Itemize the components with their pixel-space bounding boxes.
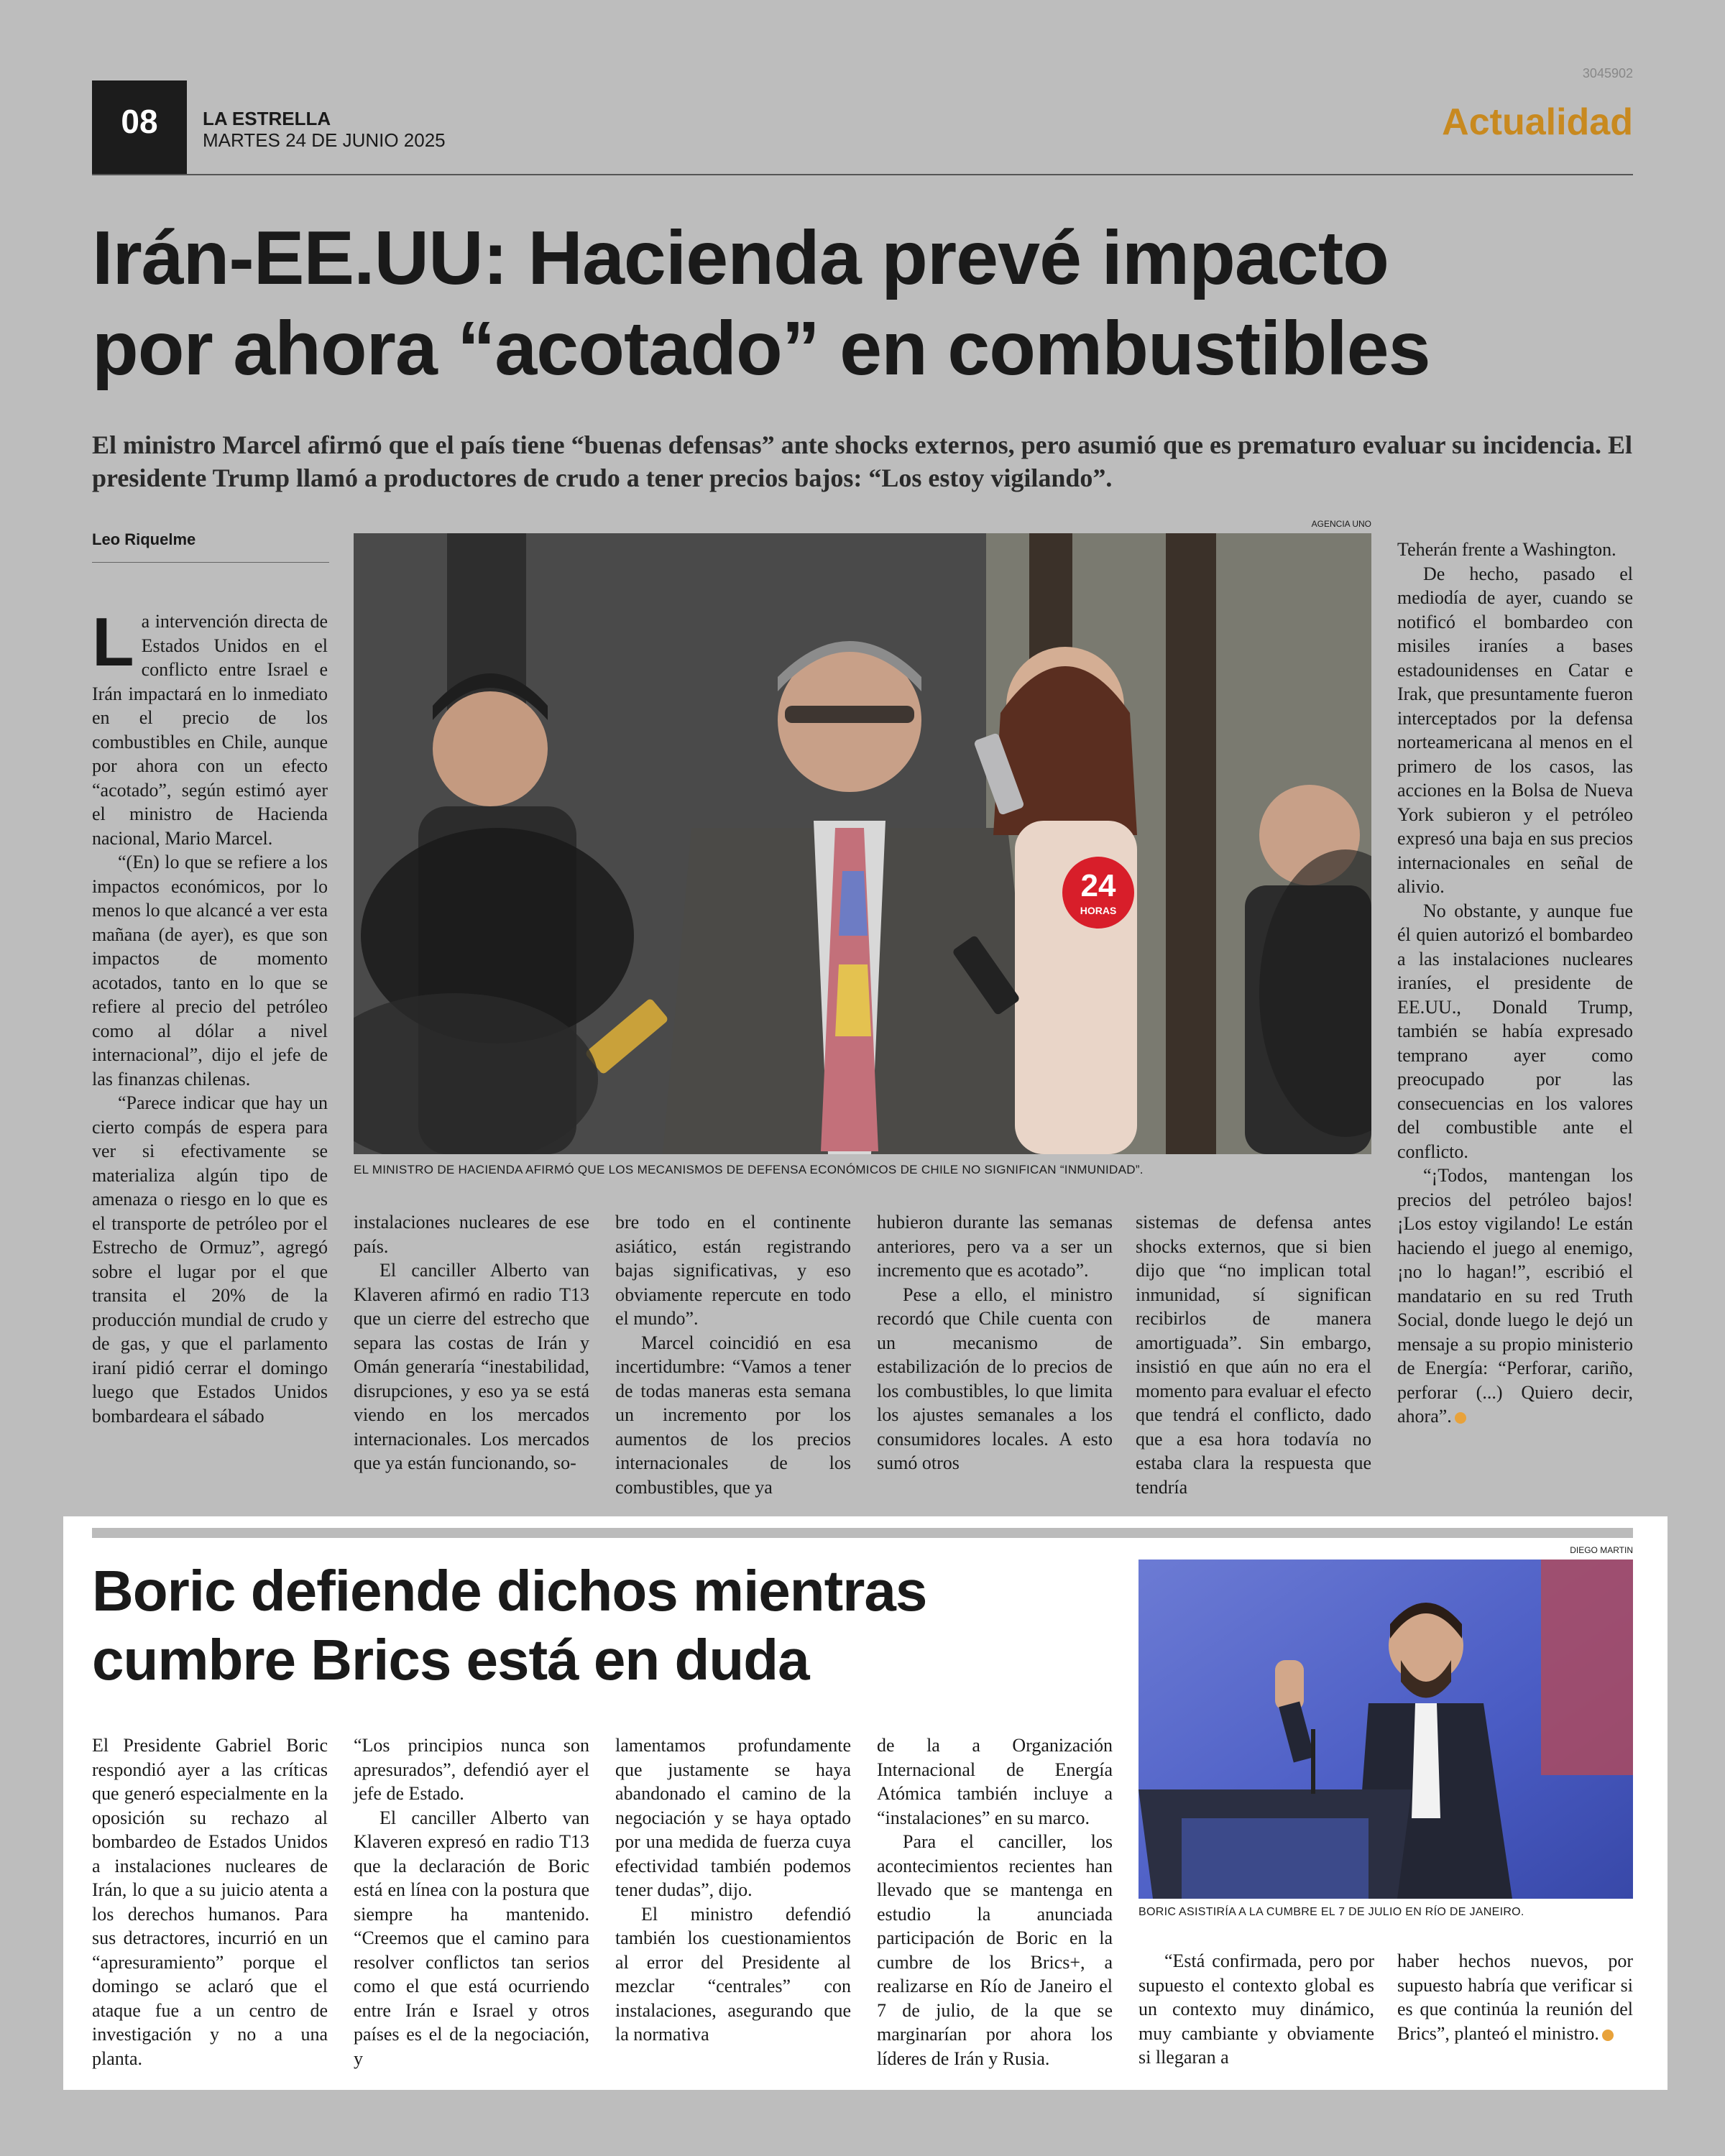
sidebar-headline-line2: cumbre Brics está en duda — [92, 1628, 809, 1692]
main-column-6 — [1397, 538, 1633, 1429]
section-label: Actualidad — [1442, 101, 1633, 143]
sidebar-col2-paragraph-1: “Los principios nunca son apresurados”, defendió ayer el jefe de Estado. — [354, 1735, 589, 1804]
sidebar-column-4 — [877, 1733, 1113, 2070]
main-deck: El ministro Marcel afirmó que el país tiene “buenas defensas” ante shocks externos, pero asumió que es prematuro evaluar su incidencia. El presidente Trump llamó a productores de crudo a tener precios bajos: “Los estoy vigilando”. — [92, 430, 1633, 492]
main-column-4 — [877, 1210, 1113, 1475]
sidebar-col3-paragraph-1: lamentamos profundamente que justamente se haya abandonado el camino de la negociación y se haya optado por una medida de fuerza cuya efectividad también podemos tener dudas”, dijo. — [615, 1735, 851, 1900]
sidebar-column-2 — [354, 1733, 589, 2070]
mic-logo-number: 24 — [1080, 868, 1116, 903]
col3-paragraph-1: bre todo en el continente asiático, están registrando bajas significativas, y eso obviamente repercute en todo el mundo”. — [615, 1212, 851, 1329]
main-headline — [92, 213, 1637, 394]
main-column-1 — [92, 604, 328, 1428]
main-photo-credit: AGENCIA UNO — [1311, 519, 1371, 529]
sidebar-photo-caption: BORIC ASISTIRÍA A LA CUMBRE EL 7 DE JULIO EN RÍO DE JANEIRO. — [1138, 1906, 1524, 1918]
main-headline-line1: Irán-EE.UU: Hacienda prevé impacto — [92, 216, 1389, 300]
main-photo — [354, 533, 1371, 1154]
main-column-2 — [354, 1210, 589, 1475]
document-id: 3045902 — [1582, 66, 1633, 80]
mic-logo-text: HORAS — [1080, 905, 1117, 916]
col6-paragraph-3: No obstante, y aunque fue él quien autorizó el bombardeo a las instalaciones nucleares iraníes, el presidente de EE.UU., Donald Trump, también se había expresado temprano ayer como preocupado por las consecuencias en los valores del combustible ante el conflicto. — [1397, 900, 1633, 1162]
main-photo-caption: EL MINISTRO DE HACIENDA AFIRMÓ QUE LOS MECANISMOS DE DEFENSA ECONÓMICOS DE CHILE NO SIGNIFICAN “INMUNIDAD”. — [354, 1163, 1144, 1176]
sidebar-headline-line1: Boric defiende dichos mientras — [92, 1559, 927, 1623]
col4-paragraph-1: hubieron durante las semanas anteriores, pero va a ser un incremento que es acotado”. — [877, 1212, 1113, 1281]
sidebar-col1-paragraph: El Presidente Gabriel Boric respondió ayer a las críticas que generó especialmente en la oposición su rechazo al bombardeo de Estados Unidos a instalaciones nucleares de Irán, lo que a su juicio atenta a los derechos humanos. Para sus detractores, incurrió en un “apresuramiento” porque el domingo se aclaró que el ataque fue a un centro de investigación y no a una planta. — [92, 1735, 328, 2069]
byline: Leo Riquelme — [92, 530, 196, 548]
sidebar-col2-paragraph-2: El canciller Alberto van Klaveren expresó en radio T13 que la declaración de Boric está en línea con la postura que siempre ha mantenido. “Creemos que el camino para resolver conflictos tan serios como el que está ocurriendo entre Irán e Israel y otros países es el de la negociación, y — [354, 1807, 589, 2069]
sidebar-column-5 — [1138, 1949, 1374, 2070]
col6-paragraph-1: Teherán frente a Washington. — [1397, 539, 1616, 560]
dropcap: L — [92, 604, 134, 681]
sidebar-col4-paragraph-1: de la a Organización Internacional de Energía Atómica también incluye a “instalaciones” en su marco. — [877, 1735, 1113, 1828]
col3-paragraph-2: Marcel coincidió en esa incertidumbre: “Vamos a tener de todas maneras esta semana un incremento por los aumentos de los precios internacionales de los combustibles, que ya — [615, 1332, 851, 1498]
sidebar-photo — [1138, 1560, 1633, 1899]
publication-name: LA ESTRELLA — [203, 108, 331, 129]
sidebar-headline — [92, 1557, 1113, 1695]
speaker-at-podium-illustration — [1138, 1560, 1633, 1899]
col2-paragraph-2: El canciller Alberto van Klaveren afirmó en radio T13 que un cierre del estrecho que separa las costas de Irán y Omán generaría “inestabilidad, disrupciones, y eso ya se está viendo en los mercados internacionales. Los mercados que ya están funcionando, so- — [354, 1260, 589, 1473]
col6-paragraph-2: De hecho, pasado el mediodía de ayer, cuando se notificó el bombardeo con misiles iraníes a bases estadounidenses en Catar e Irak, que presuntamente fueron interceptados por la defensa norteamericana al menos en el primero de los casos, las acciones en la Bolsa de Nueva York subieron y el petróleo expresó una baja en sus precios internacionales en señal de alivio. — [1397, 563, 1633, 897]
sidebar-col6-paragraph-1: haber hechos nuevos, por supuesto habría que verificar si es que continúa la reunión del Brics”, planteó el ministro. — [1397, 1950, 1633, 2044]
sidebar-column-1 — [92, 1733, 328, 2070]
sidebar-col5-paragraph-1: “Está confirmada, pero por supuesto el contexto global es un contexto muy dinámico, muy cambiante y obviamente si llegaran a — [1138, 1950, 1374, 2068]
col1-paragraph-2: “(En) lo que se refiere a los impactos económicos, por lo menos lo que alcancé a ver esta mañana (de ayer), es que son impactos de momento acotados, tanto en lo que se refiere al precio del petróleo como al dólar a nivel internacional”, dijo el jefe de las finanzas chilenas. — [92, 852, 328, 1089]
publication-date: MARTES 24 DE JUNIO 2025 — [203, 129, 446, 151]
col6-paragraph-4: “¡Todos, mantengan los precios del petróleo bajos! ¡Los estoy vigilando! Le están haciendo el juego al enemigo, ¡no lo hagan!”, escribió el mandatario en su red Truth Social, donde luego le dejó un mensaje a su propio ministerio de Energía: “Perforar, cariño, perforar (...) Quiero decir, ahora”. — [1397, 1165, 1633, 1427]
main-headline-line2: por ahora “acotado” en combustibles — [92, 306, 1430, 391]
sidebar-photo-credit: DIEGO MARTIN — [1570, 1545, 1633, 1555]
col2-paragraph-1: instalaciones nucleares de ese país. — [354, 1212, 589, 1257]
header-rule — [92, 174, 1633, 175]
sidebar-end-mark-icon — [1602, 2030, 1614, 2041]
sidebar-col4-paragraph-2: Para el canciller, los acontecimientos recientes han llevado que se mantenga en estudio la anunciada participación de Boric en la cumbre de los Brics+, a realizarse en Río de Janeiro el 7 de julio, de la que se marginarían por ahora los líderes de Irán y Rusia. — [877, 1831, 1113, 2069]
main-column-5 — [1136, 1210, 1371, 1499]
page-number: 08 — [121, 103, 158, 140]
end-mark-icon — [1455, 1412, 1466, 1424]
main-column-3 — [615, 1210, 851, 1499]
col1-paragraph-3: “Parece indicar que hay un cierto compás de espera para ver si efectivamente se materializa algún tipo de amenaza o riesgo en lo que es el transporte de petróleo por el Estrecho de Ormuz”, agregó sobre el lugar por el que transita el 20% de la producción mundial de crudo y de gas, y que el parlamento iraní pidió cerrar el domingo luego que Estados Unidos bombardeara el sábado — [92, 1092, 328, 1427]
byline-rule — [92, 562, 329, 563]
press-scrum-illustration — [354, 533, 1371, 1154]
sidebar-column-3 — [615, 1733, 851, 2047]
col1-paragraph-1: a intervención directa de Estados Unidos en el conflicto entre Israel e Irán impactará en lo inmediato en el precio de los combustibles en Chile, aunque por ahora con un efecto “acotado”, según estimó ayer el ministro de Hacienda nacional, Mario Marcel. — [92, 611, 328, 849]
sidebar-top-rule — [92, 1528, 1633, 1538]
sidebar-col3-paragraph-2: El ministro defendió también los cuestionamientos al error del Presidente al mezclar “centrales” con instalaciones, asegurando que la normativa — [615, 1903, 851, 2045]
col4-paragraph-2: Pese a ello, el ministro recordó que Chile cuenta con un mecanismo de estabilización de lo precios de los combustibles, lo que limita los ajustes semanales a los consumidores locales. A esto sumó otros — [877, 1284, 1113, 1473]
sidebar-column-6 — [1397, 1949, 1633, 2045]
col5-paragraph-1: sistemas de defensa antes shocks externos, que si bien dijo que “no implican total inmunidad, sí significan recibirlos de manera amortiguada”. Sin embargo, insistió en que aún no era el momento para evaluar el efecto que tendrá el conflicto, dado que a esa hora todavía no estaba clara la respuesta que tendría — [1136, 1212, 1371, 1498]
